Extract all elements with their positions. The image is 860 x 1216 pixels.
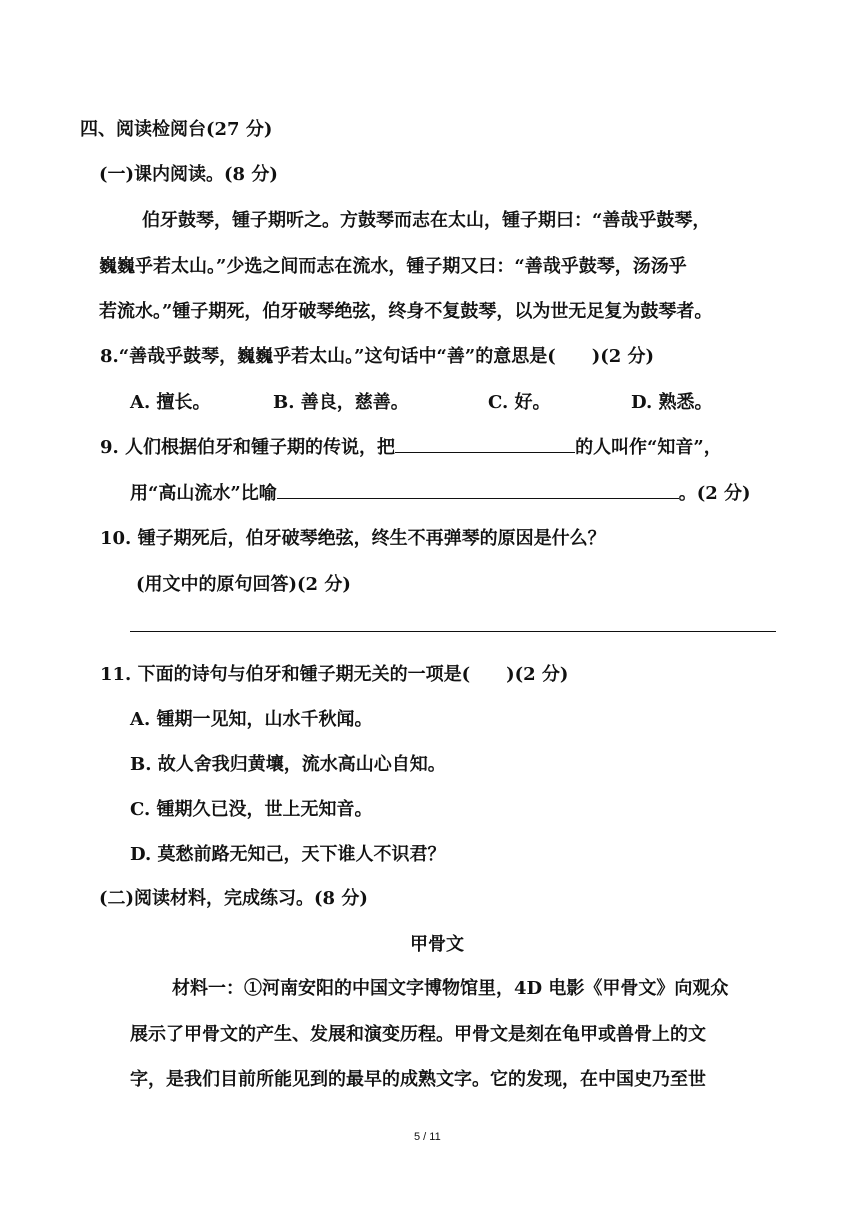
q9-text-b: 的人叫作“知音”， [575, 437, 722, 458]
q8-option-c: C. 好。 [488, 392, 551, 413]
passage-line-1: 伯牙鼓琴，锺子期听之。方鼓琴而志在太山，锺子期曰：“善哉乎鼓琴， [142, 210, 711, 231]
article-title: 甲骨文 [410, 934, 464, 955]
page-number: 5 / 11 [414, 1131, 441, 1143]
passage-line-3: 若流水。”锺子期死，伯牙破琴绝弦，终身不复鼓琴，以为世无足复为鼓琴者。 [99, 301, 713, 322]
question-10-hint: (用文中的原句回答)(2 分) [136, 574, 351, 595]
q8-option-d: D. 熟悉。 [631, 392, 713, 413]
q11-option-a: A. 锺期一见知，山水千秋闻。 [130, 709, 373, 730]
q10-answer-line[interactable] [130, 631, 776, 632]
q8-option-a: A. 擅长。 [130, 392, 211, 413]
question-8: 8.“善哉乎鼓琴，巍巍乎若太山。”这句话中“善”的意思是( )(2 分) [100, 346, 655, 367]
q11-option-b: B. 故人舍我归黄壤，流水高山心自知。 [130, 754, 446, 775]
q9-blank-1[interactable] [395, 434, 575, 453]
question-11: 11. 下面的诗句与伯牙和锺子期无关的一项是( )(2 分) [100, 664, 569, 685]
material-text-1: ①河南安阳的中国文字博物馆里，4D 电影《甲骨文》向观众 [244, 978, 729, 999]
material-line-1 [172, 974, 728, 1000]
question-10: 10. 锺子期死后，伯牙破琴绝弦，终生不再弹琴的原因是什么？ [100, 528, 606, 549]
q11-option-d: D. 莫愁前路无知己，天下谁人不识君？ [130, 844, 446, 865]
question-9-line-2 [130, 479, 751, 505]
q9-text-d: 。(2 分) [678, 483, 751, 504]
material-label: 材料一： [172, 978, 244, 999]
q9-text-c: 用“高山流水”比喻 [130, 483, 277, 504]
question-9-line-1 [100, 433, 722, 459]
q9-text-a: 9. 人们根据伯牙和锺子期的传说，把 [100, 437, 396, 458]
part1-title: (一)课内阅读。(8 分) [99, 164, 278, 185]
q11-option-c: C. 锺期久已没，世上无知音。 [130, 799, 373, 820]
part2-title: (二)阅读材料，完成练习。(8 分) [99, 888, 368, 909]
passage-line-2: 巍巍乎若太山。”少选之间而志在流水，锺子期又曰：“善哉乎鼓琴，汤汤乎 [99, 256, 687, 277]
material-line-3: 字，是我们目前所能见到的最早的成熟文字。它的发现，在中国史乃至世 [130, 1069, 706, 1090]
q9-blank-2[interactable] [277, 480, 679, 499]
material-line-2: 展示了甲骨文的产生、发展和演变历程。甲骨文是刻在龟甲或兽骨上的文 [130, 1024, 706, 1045]
section-title: 四、阅读检阅台(27 分) [80, 119, 273, 140]
q8-option-b: B. 善良，慈善。 [273, 392, 409, 413]
